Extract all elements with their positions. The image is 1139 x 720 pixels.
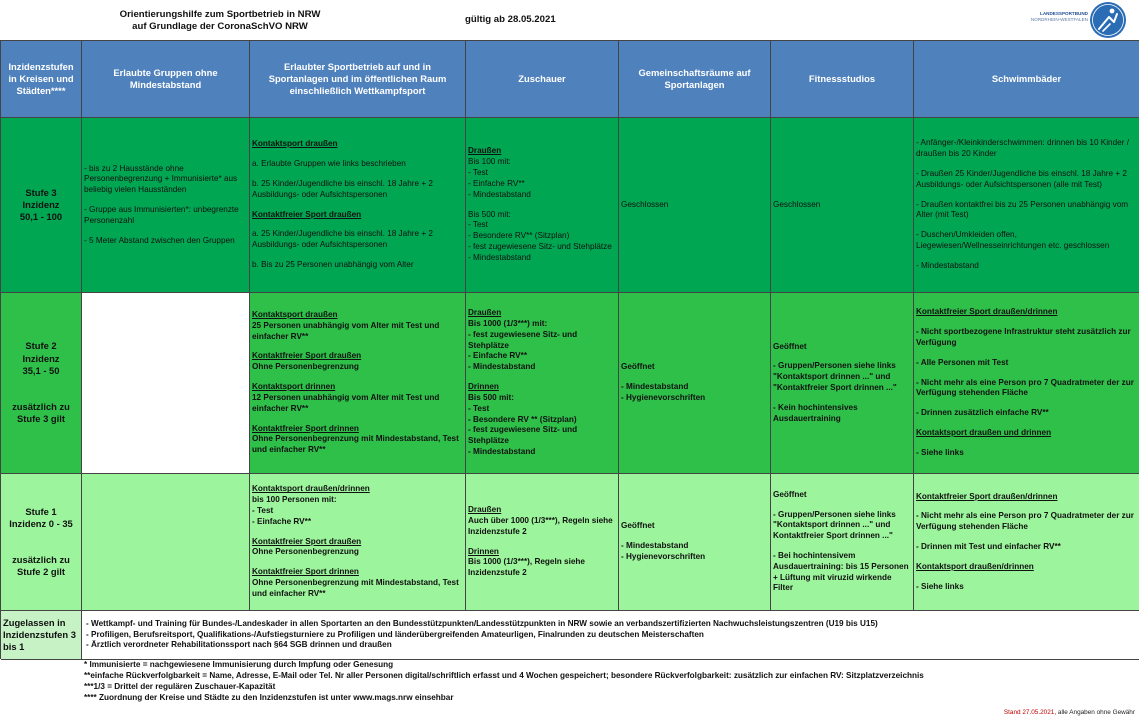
logo-line-2: NORDRHEIN-WESTFALEN — [1030, 16, 1088, 22]
stage-2-extra: Stufe 3 gilt — [17, 413, 65, 425]
stage-2-pool-heading: Kontaktfreier Sport draußen/drinnen — [916, 307, 1058, 317]
approved-item: - Profiligen, Berufsreitsport, Qualifikations-/Aufstiegsturniere zu Profiligen und länderübergreifenden Amateurligen, Finalrunden zu deutschen Meisterschaften — [86, 629, 704, 639]
stage-3-group-rule: - 5 Meter Abstand zwischen den Gruppen — [84, 235, 235, 245]
stage-3-sport-heading: Kontaktsport draußen — [252, 139, 338, 149]
stage-2-extra: zusätzlich zu — [12, 401, 70, 413]
stage-2-sport-heading: Kontaktfreier Sport draußen — [252, 351, 362, 361]
stage-1-rooms-line: - Hygienevorschriften — [621, 551, 706, 561]
approved-all-stages-list — [82, 611, 1139, 660]
stage-1-audience-line: Auch über 1000 (1/3***), Regeln siehe Inzidenzstufe 2 — [468, 515, 613, 536]
stage-1-label — [1, 474, 82, 611]
stage-3-audience-line: - Mindestabstand — [468, 252, 531, 262]
stage-2-pool-rule: - Drinnen zusätzlich einfache RV** — [916, 408, 1049, 418]
stage-2-audience-line: - Besondere RV ** (Sitzplan) — [468, 414, 577, 424]
logo-text — [1030, 11, 1088, 22]
stage-1-rooms-status: Geöffnet — [621, 521, 655, 531]
stage-3-audience-line: - Einfache RV** — [468, 178, 525, 188]
footnote: * Immunisierte = nachgewiesene Immunisierung durch Impfung oder Genesung — [84, 660, 394, 669]
stage-2-groups-empty — [82, 293, 250, 474]
stage-2-sport-heading: Kontaktsport drinnen — [252, 382, 336, 392]
stage-2-pool-rule: - Alle Personen mit Test — [916, 357, 1009, 367]
stage-1-name: Stufe 1 — [25, 505, 57, 517]
stage-2-audience-line: - fest zugewiesene Sitz- und Stehplätze — [468, 329, 578, 350]
stage-2-audience-line: - Test — [468, 403, 490, 413]
stage-3-sport-line: a. Erlaubte Gruppen wie links beschrieben — [252, 159, 406, 169]
stamp-date: Stand 27.05.2021, — [1003, 708, 1057, 716]
stage-2-range: 35,1 - 50 — [22, 364, 60, 376]
logo-line-1: LANDESSPORTBUND — [1040, 11, 1088, 16]
stage-3-range: 50,1 - 100 — [19, 211, 63, 223]
stage-3-group-rule: - bis zu 2 Hausstände ohne Personenbegrenzung + Immunisierte* aus beliebig vielen Hausständen — [84, 163, 238, 195]
stage-3-audience-heading: Draußen — [468, 146, 502, 156]
stage-2-audience-line: - fest zugewiesene Sitz- und Stehplätze — [468, 425, 578, 446]
stage-1-fitness-line: - Bei hochintensivem Ausdauertraining: bis 15 Personen + Lüftung mit viruzid wirkende Filter — [773, 551, 909, 593]
stage-2-pool-rule: - Nicht sportbezogene Infrastruktur steht zusätzlich zur Verfügung — [916, 327, 1131, 347]
stage-2-sport-line: Ohne Personenbegrenzung mit Mindestabstand, Test und einfacher RV** — [252, 434, 459, 455]
stage-2-name: Stufe 2 — [25, 340, 57, 352]
stage-1-sport-line: Ohne Personenbegrenzung mit Mindestabstand, Test und einfacher RV** — [252, 578, 459, 598]
status-stamp — [1004, 709, 1135, 717]
stage-2-rooms — [619, 293, 771, 474]
stage-3-pool-rule: - Duschen/Umkleiden offen, Liegewiesen/Wellnesseinrichtungen etc. geschlossen — [916, 230, 1110, 251]
document-header — [0, 0, 1139, 40]
stage-3-incidence-label: Inzidenz — [22, 198, 60, 210]
stage-3-pool-rule: - Anfänger-/Kleinkinderschwimmen: drinnen bis 10 Kinder / draußen bis 20 Kinder — [916, 138, 1129, 159]
stage-1-fitness — [771, 474, 914, 611]
stage-3-pool-rule: - Draußen kontaktfrei bis zu 25 Personen unabhängig vom Alter (mit Test) — [916, 199, 1129, 220]
stage-2-sport-line: 25 Personen unabhängig vom Alter mit Test und einfacher RV** — [252, 320, 440, 341]
stage-1-sport-line: - Einfache RV** — [252, 516, 311, 526]
stage-2-rooms-line: - Mindestabstand — [621, 382, 689, 392]
stage-1-pool-heading: Kontaktfreier Sport draußen/drinnen — [916, 491, 1058, 501]
stage-1-pool-rule: - Nicht mehr als eine Person pro 7 Quadratmeter der zur Verfügung stehenden Fläche — [916, 511, 1134, 532]
stage-2-fitness-status: Geöffnet — [773, 341, 807, 351]
landessportbund-logo — [1030, 1, 1130, 39]
stage-2-fitness-line: - Gruppen/Personen siehe links "Kontaktsport drinnen ..." und "Kontaktfreier Sport drinnen ..." — [773, 361, 897, 392]
stage-1-rooms — [619, 474, 771, 611]
stage-3-label — [1, 118, 82, 293]
col-header-rooms: Gemeinschaftsräume auf Sportanlagen — [619, 41, 771, 118]
stage-1-sport-line: Ohne Personenbegrenzung — [252, 547, 359, 557]
stage-2-audience-line: - Mindestabstand — [468, 447, 536, 457]
stage-3-pools — [914, 118, 1139, 293]
stage-3-audience-line: - Test — [468, 168, 488, 178]
stage-1-sport-heading: Kontaktfreier Sport drinnen — [252, 567, 359, 577]
footnotes — [80, 659, 1139, 707]
col-header-incidence: Inzidenzstufen in Kreisen und Städten**** — [1, 41, 82, 118]
stage-3-sport-line: b. 25 Kinder/Jugendliche bis einschl. 18 Jahre + 2 Ausbildungs- oder Aufsichtspersonen — [252, 178, 433, 199]
stage-2-label — [1, 293, 82, 474]
approved-item: - Wettkampf- und Training für Bundes-/Landeskader in allen Sportarten an den Bundesstützpunkten/Landesstützpunkten in NRW sowie an verbandszertifizierten Nachwuchsleistungszentren (U19 bis U15) — [86, 618, 878, 628]
stage-1-pool-rule: - Siehe links — [916, 581, 964, 591]
stage-2-audience-line: Bis 1000 (1/3***) mit: — [468, 318, 548, 328]
col-header-sport: Erlaubter Sportbetrieb auf und in Sportanlagen und im öffentlichen Raum einschließlich Wettkampfsport — [250, 41, 466, 118]
stage-2-sport-line: 12 Personen unabhängig vom Alter mit Test und einfacher RV** — [252, 392, 440, 413]
logo-emblem-icon — [1090, 2, 1126, 38]
title-line-2: auf Grundlage der CoronaSchVO NRW — [132, 21, 308, 33]
stage-3-pool-rule: - Mindestabstand — [916, 260, 979, 270]
stage-2-incidence-label: Inzidenz — [22, 352, 60, 364]
stage-1-pool-heading: Kontaktsport draußen/drinnen — [916, 561, 1034, 571]
stage-2-pool-heading: Kontaktsport draußen und drinnen — [916, 428, 1052, 438]
footnote: ***1/3 = Drittel der regulären Zuschauer-Kapazität — [84, 681, 276, 691]
stage-3-sport-line: b. Bis zu 25 Personen unabhängig vom Alter — [252, 259, 414, 269]
stage-3-audience-line: - Besondere RV** (Sitzplan) — [468, 231, 570, 241]
stage-2-sport-heading: Kontaktsport draußen — [252, 309, 338, 319]
stage-3-rooms: Geschlossen — [619, 118, 771, 293]
stage-2-sport — [250, 293, 466, 474]
col-header-pools: Schwimmbäder — [914, 41, 1139, 118]
stage-3-name: Stufe 3 — [25, 186, 57, 198]
stage-2-audience-line: - Einfache RV** — [468, 351, 527, 361]
stage-3-fitness: Geschlossen — [771, 118, 914, 293]
stage-2-rooms-line: - Hygienevorschriften — [621, 392, 706, 402]
stage-2-pool-rule: - Nicht mehr als eine Person pro 7 Quadratmeter der zur Verfügung stehenden Fläche — [916, 377, 1134, 398]
stage-2-sport-line: Ohne Personenbegrenzung — [252, 362, 359, 372]
approved-item: - Ärztlich verordneter Rehabilitationssport nach §64 SGB drinnen und draußen — [86, 640, 392, 650]
stamp-note: alle Angaben ohne Gewähr — [1057, 708, 1135, 716]
stage-1-extra: zusätzlich zu — [12, 554, 70, 565]
footnote: **einfache Rückverfolgbarkeit = Name, Adresse, E-Mail oder Tel. Nr aller Personen digital/schriftlich erfasst und 4 Wochen gespeichert; besondere Rückverfolgbarkeit: zusätzlich zur einfachen RV: Sitzplatzverzeichnis — [84, 670, 924, 680]
col-header-groups: Erlaubte Gruppen ohne Mindestabstand — [82, 41, 250, 118]
stage-1-fitness-line: - Gruppen/Personen siehe links "Kontaktsport drinnen ..." und Kontaktfreier Sport drinnen ..." — [773, 509, 896, 541]
stage-2-audience-heading: Draußen — [468, 308, 502, 318]
stage-2-audience-heading: Drinnen — [468, 382, 499, 392]
stage-1-groups-empty — [82, 474, 250, 611]
approved-all-stages-label: Zugelassen in Inzidenzstufen 3 bis 1 — [1, 611, 82, 660]
stage-1-fitness-status: Geöffnet — [773, 489, 807, 499]
stage-2-pool-rule: - Siehe links — [916, 447, 964, 457]
stage-3-audience-line: Bis 500 mit: — [468, 209, 511, 219]
stage-3-audience — [466, 118, 619, 293]
valid-from-date: gültig ab 28.05.2021 — [465, 14, 556, 25]
stage-3-sport-line: a. 25 Kinder/Jugendliche bis einschl. 18 Jahre + 2 Ausbildungs- oder Aufsichtspersonen — [252, 229, 433, 250]
regulation-table — [0, 40, 1139, 659]
stage-3-audience-line: - fest zugewiesene Sitz- und Stehplätze — [468, 241, 612, 251]
title-line-1: Orientierungshilfe zum Sportbetrieb in NRW — [119, 9, 321, 20]
stage-3-sport-heading: Kontaktfreier Sport draußen — [252, 209, 362, 219]
stage-3-group-rule: - Gruppe aus Immunisierten*: unbegrenzte Personenzahl — [84, 205, 239, 225]
stage-2-sport-heading: Kontaktfreier Sport drinnen — [252, 423, 359, 433]
stage-3-audience-line: - Test — [468, 220, 488, 230]
stage-1-sport-line: - Test — [252, 505, 274, 515]
stage-3-audience-line: Bis 100 mit: — [468, 157, 511, 167]
stage-1-audience — [466, 474, 619, 611]
stage-3-groups — [82, 118, 250, 293]
stage-1-pools — [914, 474, 1139, 611]
stage-3-audience-line: - Mindestabstand — [468, 189, 531, 199]
document-title — [0, 9, 440, 34]
col-header-fitness: Fitnessstudios — [771, 41, 914, 118]
stage-2-audience — [466, 293, 619, 474]
stage-3-pool-rule: - Draußen 25 Kinder/Jugendliche bis einschl. 18 Jahre + 2 Ausbildungs- oder Aufsichtspersonen (alle mit Test) — [916, 168, 1127, 189]
stage-1-extra: Stufe 2 gilt — [17, 566, 65, 578]
stage-1-sport-heading: Kontaktfreier Sport draußen — [252, 536, 362, 546]
col-header-audience: Zuschauer — [466, 41, 619, 118]
stage-1-rooms-line: - Mindestabstand — [621, 541, 689, 551]
stage-1-range: Inzidenz 0 - 35 — [9, 517, 73, 529]
stage-1-sport — [250, 474, 466, 611]
footnote: **** Zuordnung der Kreise und Städte zu den Inzidenzstufen ist unter www.mags.nrw einsehbar — [84, 692, 454, 702]
stage-2-fitness-line: - Kein hochintensives Ausdauertraining — [773, 402, 858, 423]
stage-2-rooms-status: Geöffnet — [621, 362, 655, 372]
stage-3-sport — [250, 118, 466, 293]
stage-2-pools — [914, 293, 1139, 474]
stage-2-audience-line: Bis 500 mit: — [468, 392, 514, 402]
stage-1-audience-heading: Drinnen — [468, 546, 499, 556]
stage-1-audience-line: Bis 1000 (1/3***), Regeln siehe Inzidenzstufe 2 — [468, 557, 585, 578]
stage-1-pool-rule: - Drinnen mit Test und einfacher RV** — [916, 542, 1061, 551]
stage-1-sport-line: bis 100 Personen mit: — [252, 495, 337, 505]
stage-1-audience-heading: Draußen — [468, 505, 502, 515]
stage-2-fitness — [771, 293, 914, 474]
stage-1-sport-heading: Kontaktsport draußen/drinnen — [252, 484, 370, 494]
stage-2-audience-line: - Mindestabstand — [468, 362, 536, 372]
